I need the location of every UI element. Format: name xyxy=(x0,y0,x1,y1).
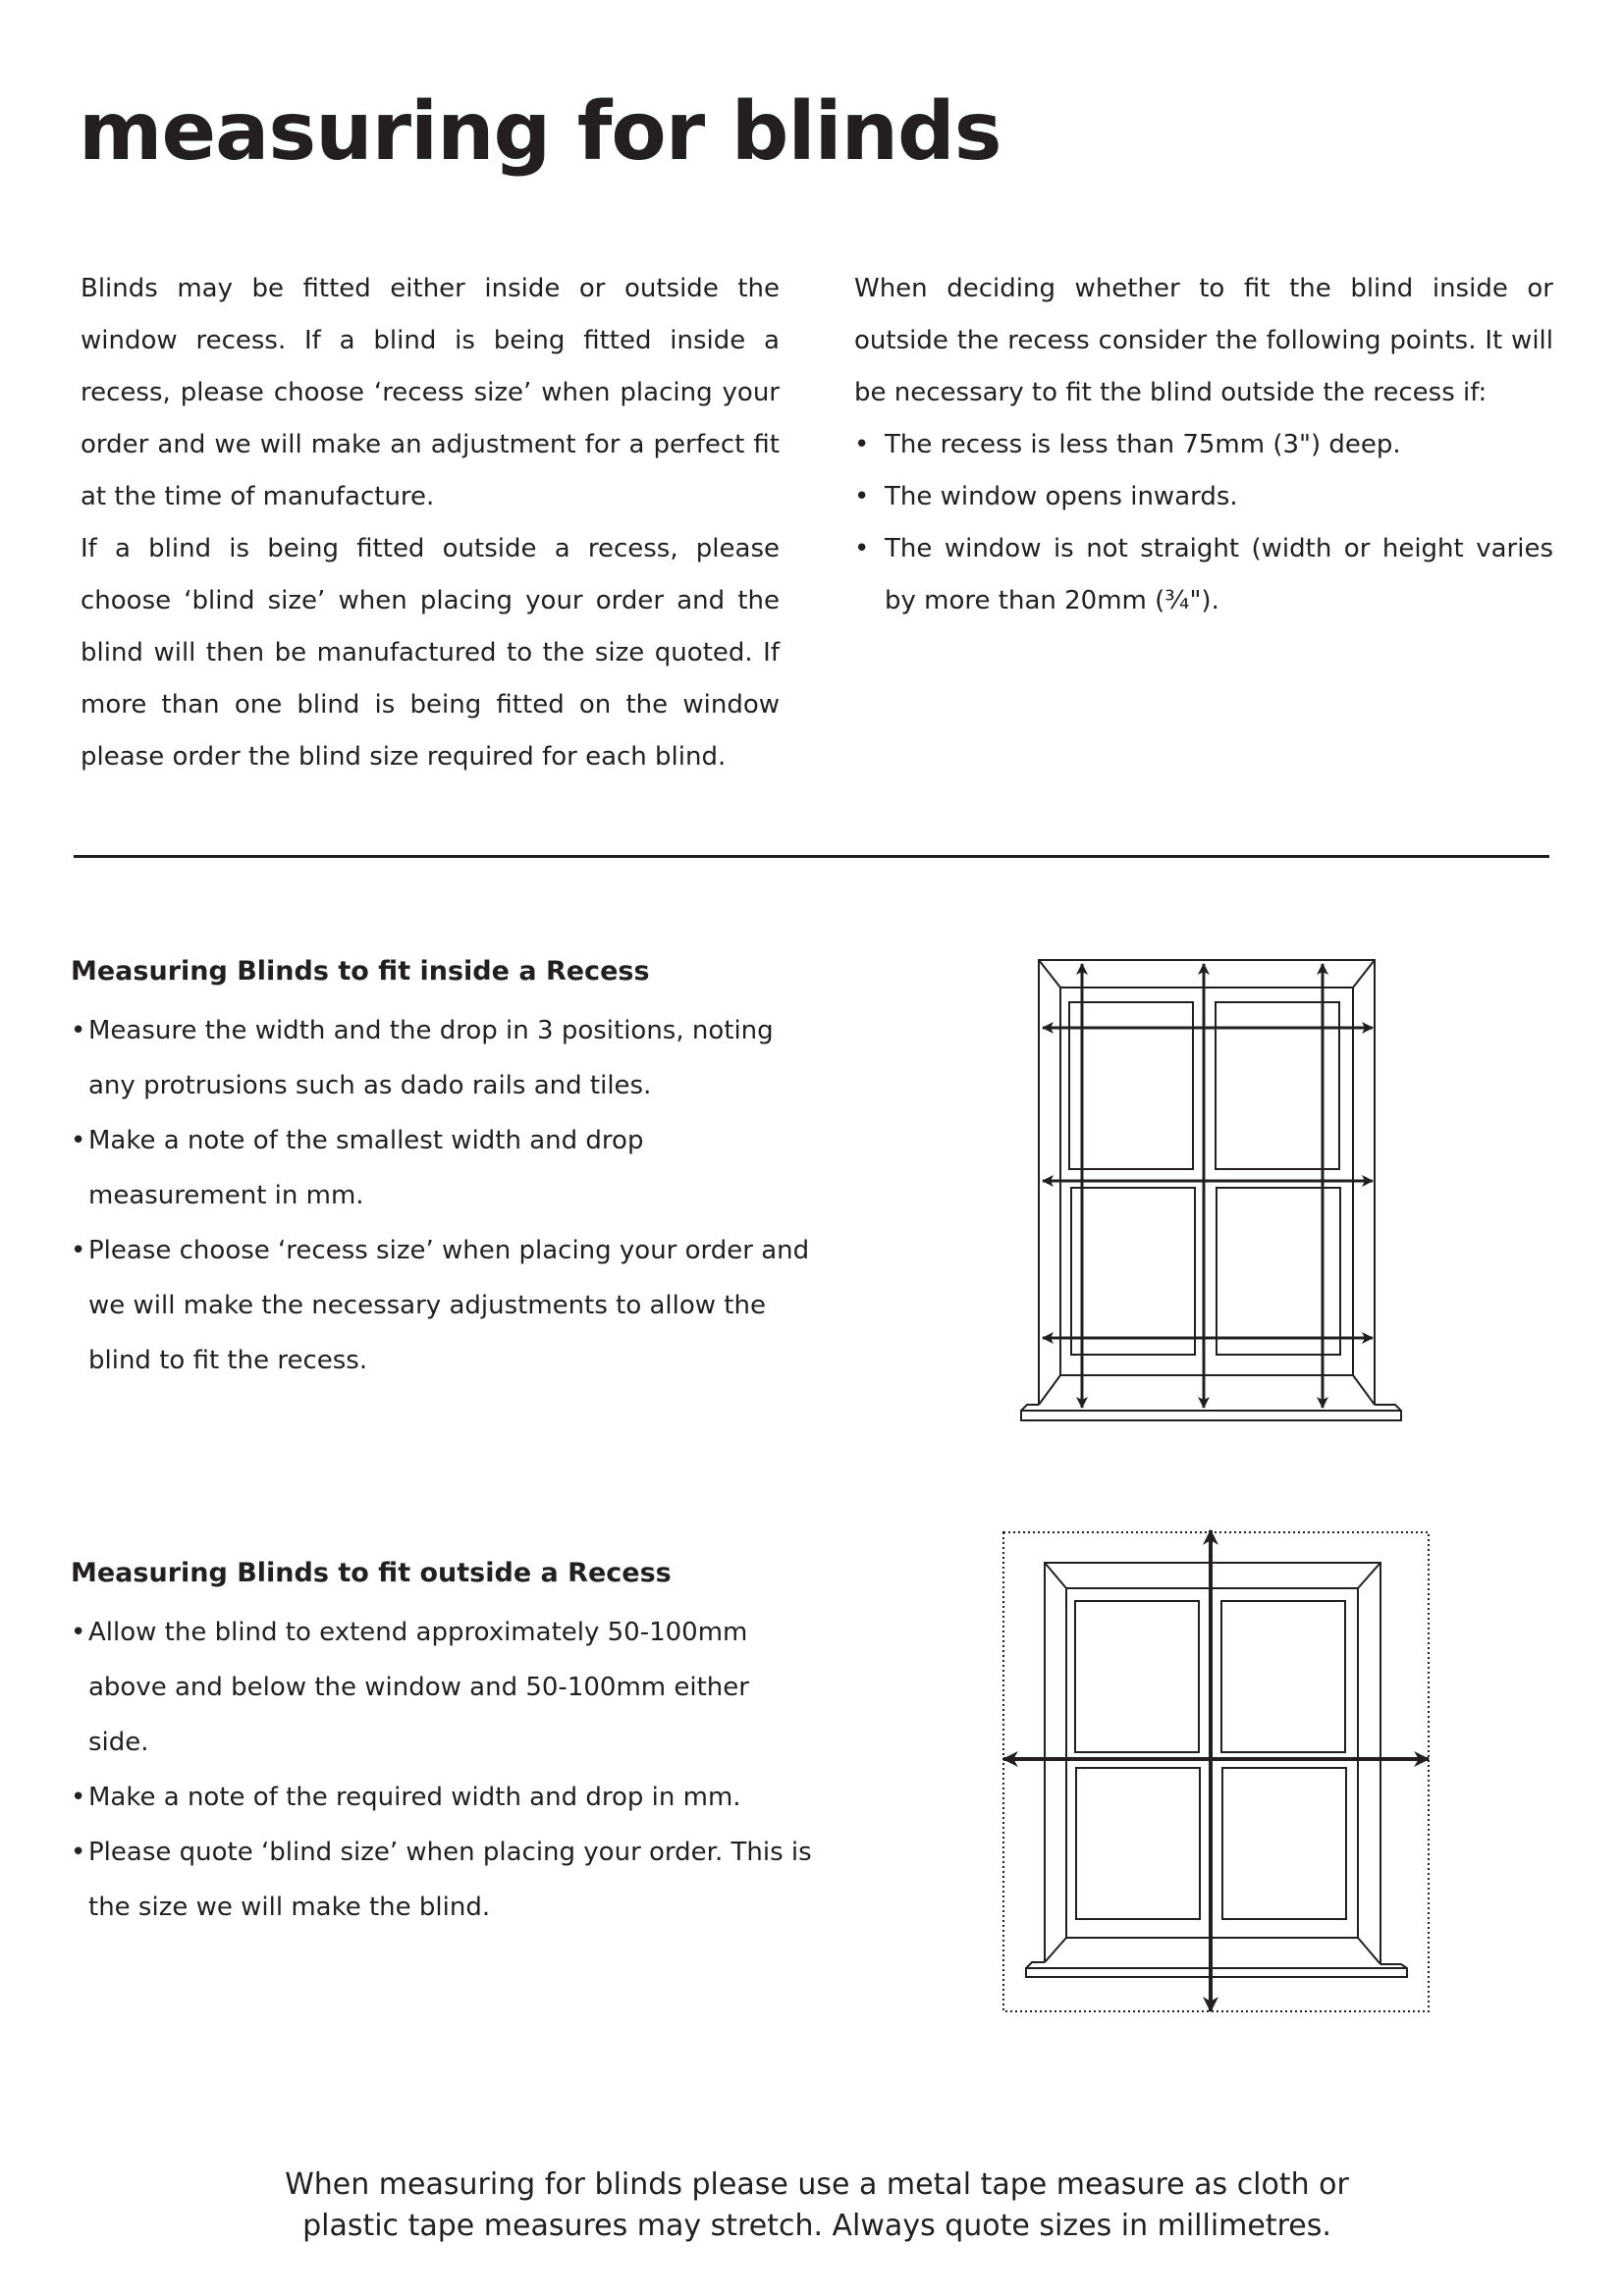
list-item xyxy=(71,1113,817,1223)
outside-recess-conditions-list xyxy=(854,419,1553,627)
bullet-icon: • xyxy=(71,1016,86,1045)
section-heading: Measuring Blinds to fit outside a Recess xyxy=(71,1558,672,1588)
list-item-text: Measure the width and the drop in 3 positions, noting any protrusions such as dado rails and tiles. xyxy=(88,1016,774,1100)
bullet-icon: • xyxy=(71,1618,86,1647)
list-item xyxy=(71,1223,817,1388)
intro-paragraph: Blinds may be fitted either inside or outside the window recess. If a blind is being fitted inside a recess, please choose ‘recess size’ when placing your order and we will make an adjustment for a perfect fit at the time of manufacture. xyxy=(81,274,780,511)
list-item-text: The recess is less than 75mm (3") deep. xyxy=(885,430,1401,459)
tape-measure-note xyxy=(196,2164,1437,2247)
outside-recess-instructions xyxy=(71,1605,817,1935)
list-item xyxy=(71,1003,817,1113)
page-title: measuring for blinds xyxy=(79,85,1001,179)
list-item xyxy=(71,1605,817,1770)
list-item-text: The window opens inwards. xyxy=(885,482,1238,511)
intro-right-column xyxy=(854,263,1553,627)
bullet-icon: • xyxy=(854,534,870,563)
intro-left-column xyxy=(81,263,780,783)
intro-paragraph: If a blind is being fitted outside a recess, please choose ‘blind size’ when placing your order and the blind will then be manufactured to the size quoted. If more than one blind is being fitted on the window please order the blind size required for each blind. xyxy=(81,534,780,772)
section-heading: Measuring Blinds to fit inside a Recess xyxy=(71,956,650,987)
bullet-icon: • xyxy=(71,1236,86,1265)
section-divider xyxy=(74,855,1549,858)
inside-recess-instructions xyxy=(71,1003,817,1388)
window-outside-recess-diagram xyxy=(997,1523,1438,2019)
footer-line: When measuring for blinds please use a metal tape measure as cloth or xyxy=(285,2167,1349,2202)
bullet-icon: • xyxy=(71,1126,86,1155)
list-item-text: Allow the blind to extend approximately 50-100mm above and below the window and 50-100mm either side. xyxy=(88,1618,749,1757)
list-item-text: Make a note of the smallest width and drop measurement in mm. xyxy=(88,1126,644,1210)
list-item-text: Please choose ‘recess size’ when placing your order and we will make the necessary adjustments to allow the blind to fit the recess. xyxy=(88,1236,810,1375)
list-item-text: Make a note of the required width and drop in mm. xyxy=(88,1783,741,1812)
list-item xyxy=(71,1770,817,1825)
list-item xyxy=(854,471,1553,523)
inside-recess-section xyxy=(71,952,817,1388)
list-item xyxy=(854,419,1553,471)
window-inside-recess-diagram xyxy=(1011,952,1414,1428)
bullet-icon: • xyxy=(854,482,870,511)
intro-lead: When deciding whether to fit the blind inside or outside the recess consider the following points. It will be necessary to fit the blind outside the recess if: xyxy=(854,274,1553,407)
list-item xyxy=(854,523,1553,627)
outside-recess-section xyxy=(71,1554,817,1935)
list-item xyxy=(71,1825,817,1935)
bullet-icon: • xyxy=(71,1783,86,1812)
list-item-text: The window is not straight (width or height varies by more than 20mm (¾"). xyxy=(885,534,1553,615)
footer-line: plastic tape measures may stretch. Always quote sizes in millimetres. xyxy=(302,2209,1331,2243)
bullet-icon: • xyxy=(71,1838,86,1867)
list-item-text: Please quote ‘blind size’ when placing your order. This is the size we will make the blind. xyxy=(88,1838,812,1922)
bullet-icon: • xyxy=(854,430,870,459)
